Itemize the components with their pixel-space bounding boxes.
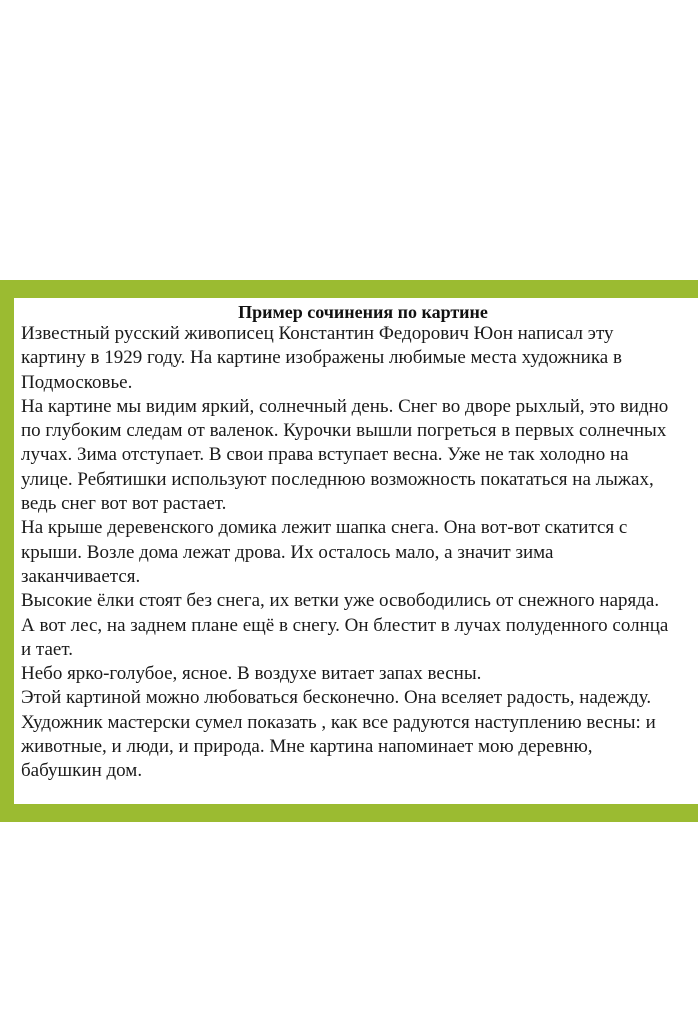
essay-line: бабушкин дом. — [21, 760, 143, 782]
essay-line: Известный русский живописец Константин Федорович Юон написал эту — [21, 323, 614, 344]
essay-line: Подмосковье. — [21, 371, 133, 393]
essay-line: улице. Ребятишки используют последнюю возможность покататься на лыжах, — [21, 468, 654, 490]
essay-line: заканчивается. — [21, 565, 141, 587]
essay-line: Этой картиной можно любоваться бесконечно. Она вселяет радость, надежду. — [21, 687, 652, 709]
essay-line: На картине мы видим яркий, солнечный день. Снег во дворе рыхлый, это видно — [21, 395, 669, 417]
essay-line: А вот лес, на заднем плане ещё в снегу. Он блестит в лучах полуденного солнца — [21, 614, 669, 636]
essay-line: картину в 1929 году. На картине изображены любимые места художника в — [21, 347, 622, 369]
essay-panel — [14, 298, 698, 804]
essay-line: На крыше деревенского домика лежит шапка снега. Она вот-вот скатится с — [21, 517, 628, 539]
essay-line: и тает. — [21, 638, 73, 660]
essay-body — [21, 322, 698, 784]
essay-line: крыши. Возле дома лежат дрова. Их осталось мало, а значит зима — [21, 541, 554, 563]
essay-title: Пример сочинения по картине — [238, 302, 488, 322]
essay-line: животные, и люди, и природа. Мне картина напоминает мою деревню, — [21, 736, 593, 758]
essay-line: ведь снег вот вот растает. — [21, 493, 227, 515]
essay-line: Высокие ёлки стоят без снега, их ветки уже освободились от снежного наряда. — [21, 590, 660, 612]
essay-line: Художник мастерски сумел показать , как все радуются наступлению весны: и — [21, 711, 656, 733]
essay-line: лучах. Зима отступает. В свои права вступает весна. Уже не так холодно на — [21, 444, 629, 466]
essay-line: по глубоким следам от валенок. Курочки вышли погреться в первых солнечных — [21, 420, 667, 442]
essay-line: Небо ярко-голубое, ясное. В воздухе витает запах весны. — [21, 663, 482, 685]
